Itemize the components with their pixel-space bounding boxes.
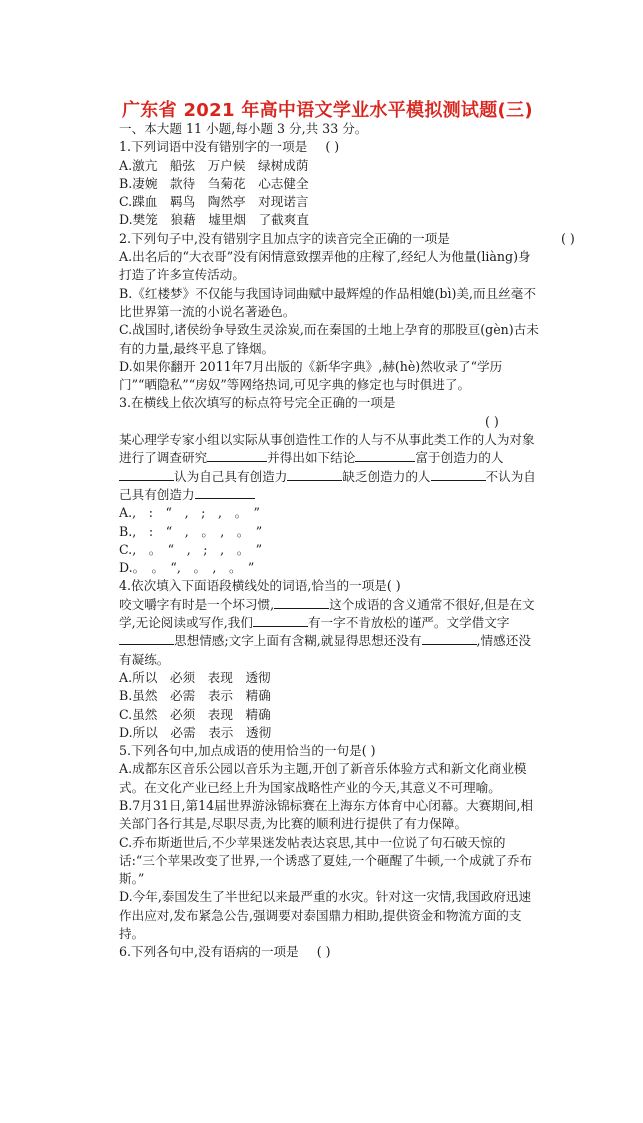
question-4-option-a: A.所以 必须 表现 透彻 — [119, 669, 271, 685]
blank-q4-1 — [274, 596, 329, 609]
question-3-text-6: 不认为自己具有创造力 — [119, 468, 536, 502]
question-3-option-a: A., : “ , ; , 。 ” — [119, 505, 260, 521]
question-3-text-1: 某心理学专家小组以实际从事创造性工作的人与不从事此类工作的人为对象进行了调查研究 — [119, 432, 535, 466]
blank-q4-2 — [253, 614, 308, 627]
question-6-paren: ( ) — [316, 944, 331, 960]
question-3-text-4: 认为自己具有创造力 — [174, 468, 288, 484]
question-3-text-2: 并得出如下结论 — [267, 450, 356, 466]
question-1-option-b: B.凄婉 款待 刍菊花 心志健全 — [119, 175, 309, 191]
question-3-option-b: B., : “ , 。 , 。 ” — [119, 523, 263, 539]
question-2-stem: 2.下列句子中,没有错别字且加点字的读音完全正确的一项是 — [119, 230, 450, 246]
question-2-option-b: B.《红楼梦》不仅能与我国诗词曲赋中最辉煌的作品相媲(bì)美,而且丝毫不比世界第一流的小说名著逊色。 — [119, 285, 536, 319]
question-4-option-d: D.所以 必需 表示 透彻 — [119, 724, 272, 740]
question-5-option-b: B.7月31日,第14届世界游泳锦标赛在上海东方体育中心闭幕。大赛期间,相关部门各行其是,尽职尽责,为比赛的顺利进行提供了有力保障。 — [119, 797, 533, 832]
blank-6 — [195, 486, 255, 499]
question-1 — [119, 138, 539, 156]
question-2-option-d: D.如果你翻开 2011年7月出版的《新华字典》,赫(hè)然收录了“学历门”“晒隐私”“房奴”等网络热词,可见字典的修定也与时俱进了。 — [119, 358, 503, 393]
question-4-text-4: 思想情感;文字上面有含糊,就显得思想还没有 — [174, 633, 422, 649]
question-5-option-d: D.今年,泰国发生了半世纪以来最严重的水灾。针对这一灾情,我国政府迅速作出应对,发布紧急公告,强调要对泰国鼎力相助,提供资金和物流方面的支持。 — [119, 889, 532, 942]
blank-4 — [287, 468, 342, 481]
question-3-text-3: 富于创造力的人 — [415, 450, 504, 466]
question-3-option-c: C., 。 “ , ; , 。 ” — [119, 541, 263, 557]
question-4-text-1: 咬文嚼字有时是一个坏习惯, — [119, 596, 275, 612]
question-4-passage — [119, 596, 539, 669]
question-4-option-b: B.虽然 必需 表示 精确 — [119, 688, 271, 704]
question-2 — [119, 230, 575, 248]
question-3-text-5: 缺乏创造力的人 — [342, 468, 431, 484]
question-5-option-a: A.成都东区音乐公园以音乐为主题,开创了新音乐体验方式和新文化商业模式。在文化产业已经上升为国家战略性产业的今天,其意义不可理喻。 — [119, 761, 527, 795]
blank-q4-3 — [119, 632, 174, 645]
blank-1 — [207, 449, 267, 462]
question-4-stem: 4.依次填入下面语段横线处的词语,恰当的一项是( ) — [119, 578, 401, 594]
question-4-text-5: ,情感还没有凝练。 — [119, 633, 531, 667]
question-3-paren: ( ) — [485, 413, 499, 429]
question-4-option-c: C.虽然 必须 表现 精确 — [119, 706, 271, 722]
question-4-text-2: 这个成语的含义通常不很好,但是在文学,无论阅读或写作,我们 — [119, 596, 535, 631]
question-2-option-c: C.战国时,诸侯纷争导致生灵涂炭,而在秦国的土地上孕育的那股亘(gèn)古未有的力量,最终平息了锋烟。 — [119, 322, 539, 356]
question-1-paren: ( ) — [325, 139, 340, 155]
question-1-option-c: C.蹀血 羁鸟 陶然亭 对现诺言 — [119, 194, 309, 210]
question-3-passage — [119, 431, 539, 504]
question-5-stem: 5.下列各句中,加点成语的使用恰当的一句是( ) — [119, 743, 376, 759]
question-6-stem: 6.下列各句中,没有语病的一项是 — [119, 944, 299, 960]
question-1-option-a: A.激亢 船弦 万户候 绿树成荫 — [119, 157, 309, 173]
exam-body — [119, 120, 575, 962]
question-3-option-d: D.。 。 “, 。 , 。 ” — [119, 560, 255, 576]
question-2-paren: ( ) — [561, 230, 575, 246]
blank-5 — [431, 468, 486, 481]
section-header: 一、本大题 11 小题,每小题 3 分,共 33 分。 — [119, 121, 368, 136]
question-3-paren-line — [119, 413, 539, 431]
question-3-stem: 3.在横线上依次填写的标点符号完全正确的一项是 — [119, 395, 396, 411]
question-2-option-a: A.出名后的“大衣哥”没有闲情意致摆弄他的庄稼了,经纪人为他量(liàng)身打造了许多宣传活动。 — [119, 249, 531, 283]
question-1-stem: 1.下列词语中没有错别字的一项是 — [119, 139, 308, 155]
question-6 — [119, 943, 539, 961]
question-1-option-d: D.樊笼 狼藉 墟里烟 了截爽直 — [119, 212, 309, 228]
question-4-text-3: 有一字不肯放松的谨严。文学借文字 — [307, 615, 510, 631]
blank-3 — [119, 468, 174, 481]
blank-q4-4 — [422, 632, 477, 645]
page-title: 广东省 2021 年高中语文学业水平模拟测试题(三) — [122, 100, 533, 121]
blank-2 — [355, 449, 415, 462]
question-5-option-c: C.乔布斯逝世后,不少苹果迷发帖表达哀思,其中一位说了句石破天惊的话:“三个苹果改变了世界,一个诱惑了夏娃,一个砸醒了牛顿,一个成就了乔布斯。” — [119, 834, 533, 887]
